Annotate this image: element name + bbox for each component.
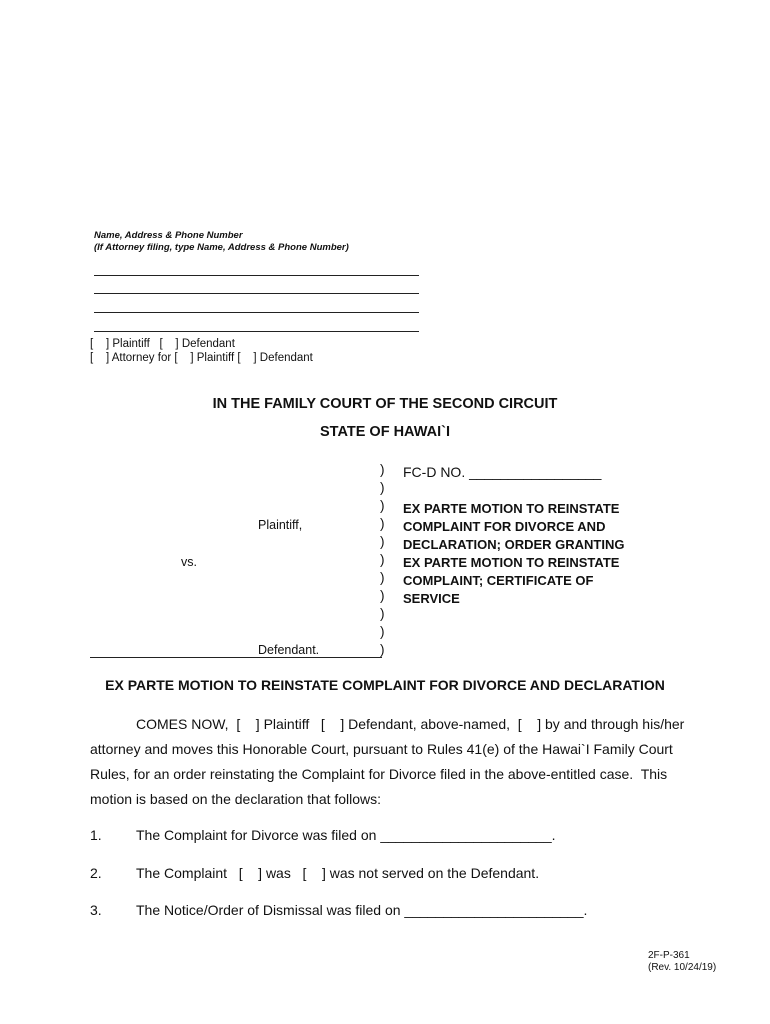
item-number: 3. bbox=[90, 902, 102, 918]
case-number-field[interactable]: FC-D NO. _________________ bbox=[403, 464, 602, 480]
caption-underline bbox=[90, 657, 382, 658]
paren: ) bbox=[380, 624, 385, 639]
attorney-filing-note: (If Attorney filing, type Name, Address & Phone Number) bbox=[94, 242, 349, 253]
form-number: 2F-P-361 bbox=[648, 950, 690, 961]
complaint-served-item[interactable]: The Complaint [ ] was [ ] was not served on the Defendant. bbox=[136, 865, 540, 881]
motion-paragraph-line: motion is based on the declaration that follows: bbox=[90, 791, 382, 807]
paren: ) bbox=[380, 552, 385, 567]
paren: ) bbox=[380, 588, 385, 603]
motion-paragraph-line[interactable]: COMES NOW, [ ] Plaintiff [ ] Defendant, above-named, [ ] by and through his/her bbox=[136, 716, 685, 732]
address-line-4[interactable] bbox=[94, 331, 419, 332]
address-line-3[interactable] bbox=[94, 312, 419, 313]
document-title-line: SERVICE bbox=[403, 591, 460, 606]
court-name: IN THE FAMILY COURT OF THE SECOND CIRCUIT bbox=[212, 396, 558, 412]
vs-label: vs. bbox=[181, 555, 197, 569]
state-name: STATE OF HAWAI`I bbox=[320, 424, 450, 440]
plaintiff-label: Plaintiff, bbox=[258, 518, 303, 532]
paren: ) bbox=[380, 606, 385, 621]
item-number: 2. bbox=[90, 865, 102, 881]
motion-heading: EX PARTE MOTION TO REINSTATE COMPLAINT FOR DIVORCE AND DECLARATION bbox=[105, 677, 665, 693]
paren: ) bbox=[380, 498, 385, 513]
revision-date: (Rev. 10/24/19) bbox=[648, 962, 717, 973]
complaint-filed-date-item[interactable]: The Complaint for Divorce was filed on ______________________. bbox=[136, 827, 556, 843]
document-title bbox=[403, 500, 624, 608]
document-title-line: COMPLAINT FOR DIVORCE AND bbox=[403, 519, 606, 534]
paren: ) bbox=[380, 462, 385, 477]
document-title-line: EX PARTE MOTION TO REINSTATE bbox=[403, 555, 620, 570]
document-title-line: EX PARTE MOTION TO REINSTATE bbox=[403, 501, 620, 516]
paren: ) bbox=[380, 570, 385, 585]
motion-paragraph-line: attorney and moves this Honorable Court, pursuant to Rules 41(e) of the Hawai`I Family Court bbox=[90, 741, 673, 757]
paren: ) bbox=[380, 534, 385, 549]
attorney-for-checkbox-line[interactable]: [ ] Attorney for [ ] Plaintiff [ ] Defendant bbox=[90, 352, 313, 364]
document-title-line: DECLARATION; ORDER GRANTING bbox=[403, 537, 625, 552]
paren: ) bbox=[380, 516, 385, 531]
dismissal-filed-date-item[interactable]: The Notice/Order of Dismissal was filed on _______________________. bbox=[136, 902, 588, 918]
item-number: 1. bbox=[90, 827, 102, 843]
party-checkbox-line[interactable]: [ ] Plaintiff [ ] Defendant bbox=[90, 338, 235, 350]
name-address-label: Name, Address & Phone Number bbox=[94, 230, 243, 241]
motion-paragraph-line: Rules, for an order reinstating the Complaint for Divorce filed in the above-entitled case. This bbox=[90, 766, 668, 782]
paren: ) bbox=[380, 642, 385, 657]
defendant-label: Defendant. bbox=[258, 643, 320, 657]
address-line-2[interactable] bbox=[94, 293, 419, 294]
address-line-1[interactable] bbox=[94, 275, 419, 276]
document-title-line: COMPLAINT; CERTIFICATE OF bbox=[403, 573, 594, 588]
paren: ) bbox=[380, 480, 385, 495]
